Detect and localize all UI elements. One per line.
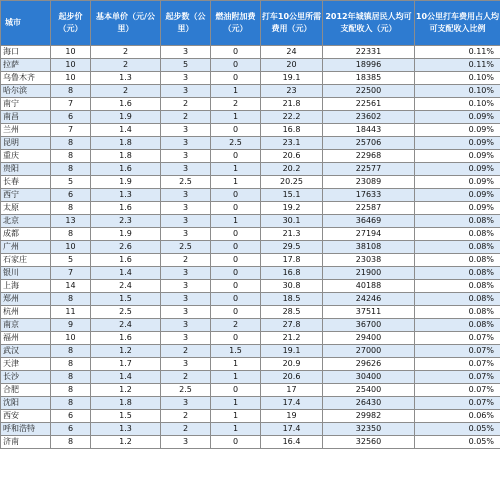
cell-disposable-income: 22968	[323, 150, 415, 163]
cell-start-distance: 2.5	[161, 384, 211, 397]
cell-disposable-income: 22500	[323, 85, 415, 98]
cell-10km-cost: 30.8	[261, 280, 323, 293]
cell-cost-ratio: 0.10%	[415, 85, 500, 98]
table-row	[1, 72, 500, 85]
cell-start-distance: 3	[161, 163, 211, 176]
cell-start-price: 8	[51, 293, 91, 306]
cell-city: 郑州	[1, 293, 51, 306]
cell-10km-cost: 19.1	[261, 72, 323, 85]
header-row	[1, 1, 500, 46]
cell-start-price: 5	[51, 254, 91, 267]
cell-cost-ratio: 0.08%	[415, 280, 500, 293]
cell-cost-ratio: 0.09%	[415, 163, 500, 176]
col-header-unit-price: 基本单价（元/公里）	[91, 1, 161, 46]
cell-start-price: 8	[51, 163, 91, 176]
cell-unit-price: 1.2	[91, 384, 161, 397]
cell-10km-cost: 20.6	[261, 150, 323, 163]
cell-city: 哈尔滨	[1, 85, 51, 98]
cell-unit-price: 1.3	[91, 72, 161, 85]
cell-start-price: 13	[51, 215, 91, 228]
cell-unit-price: 1.9	[91, 111, 161, 124]
cell-10km-cost: 19	[261, 410, 323, 423]
cell-start-distance: 3	[161, 358, 211, 371]
cell-10km-cost: 19.1	[261, 345, 323, 358]
table-row	[1, 228, 500, 241]
cell-start-distance: 3	[161, 72, 211, 85]
cell-disposable-income: 24246	[323, 293, 415, 306]
cell-cost-ratio: 0.07%	[415, 358, 500, 371]
table-row	[1, 436, 500, 449]
cell-disposable-income: 27000	[323, 345, 415, 358]
cell-city: 西安	[1, 410, 51, 423]
cell-10km-cost: 22.2	[261, 111, 323, 124]
cell-fuel-surcharge: 1	[211, 397, 261, 410]
table-row	[1, 306, 500, 319]
cell-fuel-surcharge: 1.5	[211, 345, 261, 358]
table-row	[1, 176, 500, 189]
cell-city: 杭州	[1, 306, 51, 319]
cell-unit-price: 1.5	[91, 410, 161, 423]
cell-unit-price: 1.5	[91, 293, 161, 306]
cell-cost-ratio: 0.10%	[415, 98, 500, 111]
cell-unit-price: 1.6	[91, 332, 161, 345]
cell-10km-cost: 27.8	[261, 319, 323, 332]
cell-start-distance: 2	[161, 410, 211, 423]
cell-fuel-surcharge: 0	[211, 46, 261, 59]
cell-10km-cost: 20.6	[261, 371, 323, 384]
cell-start-distance: 2.5	[161, 241, 211, 254]
cell-fuel-surcharge: 0	[211, 189, 261, 202]
cell-fuel-surcharge: 2	[211, 319, 261, 332]
cell-cost-ratio: 0.08%	[415, 319, 500, 332]
table-row	[1, 202, 500, 215]
cell-start-price: 6	[51, 111, 91, 124]
cell-cost-ratio: 0.09%	[415, 124, 500, 137]
cell-unit-price: 1.6	[91, 163, 161, 176]
cell-fuel-surcharge: 1	[211, 163, 261, 176]
cell-fuel-surcharge: 0	[211, 72, 261, 85]
cell-city: 上海	[1, 280, 51, 293]
cell-unit-price: 2.5	[91, 306, 161, 319]
cell-disposable-income: 32350	[323, 423, 415, 436]
cell-fuel-surcharge: 1	[211, 111, 261, 124]
cell-unit-price: 1.3	[91, 189, 161, 202]
cell-fuel-surcharge: 0	[211, 202, 261, 215]
cell-10km-cost: 23.1	[261, 137, 323, 150]
cell-fuel-surcharge: 1	[211, 423, 261, 436]
cell-start-price: 8	[51, 85, 91, 98]
cell-city: 石家庄	[1, 254, 51, 267]
cell-city: 南宁	[1, 98, 51, 111]
cell-10km-cost: 17.4	[261, 423, 323, 436]
cell-fuel-surcharge: 0	[211, 59, 261, 72]
table-row	[1, 111, 500, 124]
cell-disposable-income: 23089	[323, 176, 415, 189]
cell-city: 成都	[1, 228, 51, 241]
table-row	[1, 267, 500, 280]
cell-start-price: 8	[51, 202, 91, 215]
cell-fuel-surcharge: 0	[211, 306, 261, 319]
cell-cost-ratio: 0.08%	[415, 228, 500, 241]
cell-city: 昆明	[1, 137, 51, 150]
cell-cost-ratio: 0.08%	[415, 267, 500, 280]
cell-unit-price: 1.4	[91, 371, 161, 384]
cell-start-distance: 2	[161, 345, 211, 358]
cell-10km-cost: 20	[261, 59, 323, 72]
table-row	[1, 137, 500, 150]
cell-start-distance: 2	[161, 111, 211, 124]
cell-start-price: 10	[51, 59, 91, 72]
cell-disposable-income: 32560	[323, 436, 415, 449]
table-row	[1, 293, 500, 306]
cell-disposable-income: 25706	[323, 137, 415, 150]
cell-10km-cost: 16.8	[261, 267, 323, 280]
cell-start-price: 14	[51, 280, 91, 293]
cell-disposable-income: 23038	[323, 254, 415, 267]
cell-unit-price: 2.4	[91, 319, 161, 332]
cell-disposable-income: 18385	[323, 72, 415, 85]
cell-10km-cost: 29.5	[261, 241, 323, 254]
cell-start-distance: 3	[161, 332, 211, 345]
cell-city: 沈阳	[1, 397, 51, 410]
cell-10km-cost: 17	[261, 384, 323, 397]
cell-10km-cost: 30.1	[261, 215, 323, 228]
cell-city: 贵阳	[1, 163, 51, 176]
cell-unit-price: 1.4	[91, 124, 161, 137]
cell-city: 西宁	[1, 189, 51, 202]
col-header-disposable-income: 2012年城镇居民人均可支配收入（元）	[323, 1, 415, 46]
cell-unit-price: 1.2	[91, 345, 161, 358]
cell-disposable-income: 36469	[323, 215, 415, 228]
cell-fuel-surcharge: 0	[211, 436, 261, 449]
cell-10km-cost: 17.4	[261, 397, 323, 410]
cell-city: 广州	[1, 241, 51, 254]
cell-start-distance: 2	[161, 254, 211, 267]
cell-disposable-income: 30400	[323, 371, 415, 384]
cell-disposable-income: 40188	[323, 280, 415, 293]
cell-city: 长春	[1, 176, 51, 189]
cell-fuel-surcharge: 2.5	[211, 137, 261, 150]
cell-unit-price: 1.7	[91, 358, 161, 371]
col-header-fuel-surcharge: 燃油附加费（元）	[211, 1, 261, 46]
cell-disposable-income: 22331	[323, 46, 415, 59]
cell-fuel-surcharge: 1	[211, 85, 261, 98]
cell-disposable-income: 26430	[323, 397, 415, 410]
cell-start-price: 8	[51, 150, 91, 163]
cell-start-price: 5	[51, 176, 91, 189]
cell-start-price: 8	[51, 384, 91, 397]
cell-disposable-income: 22561	[323, 98, 415, 111]
cell-fuel-surcharge: 1	[211, 358, 261, 371]
cell-disposable-income: 21900	[323, 267, 415, 280]
col-header-city: 城市	[1, 1, 51, 46]
cell-start-price: 7	[51, 267, 91, 280]
table-row	[1, 280, 500, 293]
table-row	[1, 384, 500, 397]
cell-cost-ratio: 0.08%	[415, 306, 500, 319]
cell-cost-ratio: 0.09%	[415, 137, 500, 150]
cell-start-distance: 2.5	[161, 176, 211, 189]
cell-city: 呼和浩特	[1, 423, 51, 436]
cell-disposable-income: 23602	[323, 111, 415, 124]
cell-10km-cost: 17.8	[261, 254, 323, 267]
cell-fuel-surcharge: 0	[211, 267, 261, 280]
cell-start-price: 6	[51, 189, 91, 202]
cell-cost-ratio: 0.07%	[415, 332, 500, 345]
cell-10km-cost: 20.9	[261, 358, 323, 371]
cell-start-distance: 3	[161, 436, 211, 449]
cell-fuel-surcharge: 0	[211, 228, 261, 241]
table-row	[1, 163, 500, 176]
cell-disposable-income: 22577	[323, 163, 415, 176]
cell-fuel-surcharge: 0	[211, 254, 261, 267]
cell-unit-price: 2	[91, 59, 161, 72]
cell-cost-ratio: 0.07%	[415, 371, 500, 384]
cell-unit-price: 1.6	[91, 254, 161, 267]
cell-fuel-surcharge: 0	[211, 293, 261, 306]
cell-start-distance: 3	[161, 228, 211, 241]
cell-cost-ratio: 0.11%	[415, 46, 500, 59]
cell-10km-cost: 16.8	[261, 124, 323, 137]
cell-unit-price: 1.6	[91, 202, 161, 215]
cell-start-price: 8	[51, 345, 91, 358]
cell-start-price: 10	[51, 332, 91, 345]
cell-10km-cost: 20.25	[261, 176, 323, 189]
cell-fuel-surcharge: 0	[211, 332, 261, 345]
cell-cost-ratio: 0.05%	[415, 436, 500, 449]
cell-10km-cost: 21.3	[261, 228, 323, 241]
cell-fuel-surcharge: 1	[211, 215, 261, 228]
cell-start-distance: 3	[161, 306, 211, 319]
table-row	[1, 371, 500, 384]
cell-unit-price: 1.6	[91, 98, 161, 111]
cell-10km-cost: 21.2	[261, 332, 323, 345]
cell-disposable-income: 29982	[323, 410, 415, 423]
cell-start-distance: 3	[161, 124, 211, 137]
cell-cost-ratio: 0.09%	[415, 111, 500, 124]
cell-disposable-income: 17633	[323, 189, 415, 202]
cell-city: 海口	[1, 46, 51, 59]
cell-10km-cost: 16.4	[261, 436, 323, 449]
cell-city: 北京	[1, 215, 51, 228]
cell-fuel-surcharge: 0	[211, 150, 261, 163]
table-row	[1, 345, 500, 358]
table-row	[1, 46, 500, 59]
cell-unit-price: 2	[91, 46, 161, 59]
cell-disposable-income: 29400	[323, 332, 415, 345]
cell-start-price: 11	[51, 306, 91, 319]
table-row	[1, 397, 500, 410]
cell-start-distance: 2	[161, 98, 211, 111]
cell-start-price: 6	[51, 423, 91, 436]
cell-start-distance: 3	[161, 189, 211, 202]
cell-city: 南京	[1, 319, 51, 332]
cell-10km-cost: 21.8	[261, 98, 323, 111]
col-header-10km-cost: 打车10公里所需费用（元）	[261, 1, 323, 46]
cell-city: 福州	[1, 332, 51, 345]
cell-cost-ratio: 0.07%	[415, 345, 500, 358]
cell-cost-ratio: 0.06%	[415, 410, 500, 423]
cell-10km-cost: 19.2	[261, 202, 323, 215]
cell-unit-price: 2	[91, 85, 161, 98]
cell-city: 武汉	[1, 345, 51, 358]
cell-city: 重庆	[1, 150, 51, 163]
cell-unit-price: 1.8	[91, 397, 161, 410]
cell-start-distance: 3	[161, 215, 211, 228]
cell-disposable-income: 37511	[323, 306, 415, 319]
cell-cost-ratio: 0.11%	[415, 59, 500, 72]
cell-disposable-income: 38108	[323, 241, 415, 254]
cell-disposable-income: 18996	[323, 59, 415, 72]
cell-city: 太原	[1, 202, 51, 215]
cell-unit-price: 1.8	[91, 137, 161, 150]
cell-start-distance: 3	[161, 293, 211, 306]
cell-fuel-surcharge: 0	[211, 124, 261, 137]
cell-unit-price: 2.6	[91, 241, 161, 254]
cell-city: 济南	[1, 436, 51, 449]
cell-city: 长沙	[1, 371, 51, 384]
table-row	[1, 150, 500, 163]
cell-cost-ratio: 0.07%	[415, 384, 500, 397]
cell-start-distance: 3	[161, 267, 211, 280]
cell-start-price: 7	[51, 98, 91, 111]
cell-unit-price: 1.3	[91, 423, 161, 436]
cell-start-price: 9	[51, 319, 91, 332]
cell-start-price: 8	[51, 228, 91, 241]
cell-unit-price: 2.4	[91, 280, 161, 293]
cell-disposable-income: 27194	[323, 228, 415, 241]
table-row	[1, 319, 500, 332]
cell-city: 兰州	[1, 124, 51, 137]
cell-start-distance: 3	[161, 137, 211, 150]
cell-start-distance: 2	[161, 371, 211, 384]
cell-unit-price: 1.8	[91, 150, 161, 163]
cell-fuel-surcharge: 1	[211, 410, 261, 423]
cell-unit-price: 1.2	[91, 436, 161, 449]
cell-start-price: 10	[51, 46, 91, 59]
cell-cost-ratio: 0.09%	[415, 150, 500, 163]
table-row	[1, 358, 500, 371]
table-row	[1, 332, 500, 345]
cell-cost-ratio: 0.08%	[415, 293, 500, 306]
cell-start-distance: 3	[161, 46, 211, 59]
cell-cost-ratio: 0.08%	[415, 241, 500, 254]
cell-city: 南昌	[1, 111, 51, 124]
cell-start-price: 8	[51, 137, 91, 150]
cell-unit-price: 1.9	[91, 228, 161, 241]
table-row	[1, 124, 500, 137]
cell-cost-ratio: 0.08%	[415, 254, 500, 267]
col-header-start-distance: 起步数（公里）	[161, 1, 211, 46]
cell-start-price: 8	[51, 436, 91, 449]
table-row	[1, 98, 500, 111]
cell-cost-ratio: 0.08%	[415, 215, 500, 228]
cell-disposable-income: 36700	[323, 319, 415, 332]
cell-city: 合肥	[1, 384, 51, 397]
cell-city: 银川	[1, 267, 51, 280]
cell-10km-cost: 18.5	[261, 293, 323, 306]
cell-start-distance: 2	[161, 423, 211, 436]
table-row	[1, 215, 500, 228]
cell-start-price: 8	[51, 358, 91, 371]
cell-cost-ratio: 0.10%	[415, 72, 500, 85]
cell-fuel-surcharge: 1	[211, 176, 261, 189]
cell-start-price: 7	[51, 124, 91, 137]
cell-start-distance: 3	[161, 85, 211, 98]
cell-city: 拉萨	[1, 59, 51, 72]
cell-10km-cost: 15.1	[261, 189, 323, 202]
table-row	[1, 410, 500, 423]
cell-10km-cost: 23	[261, 85, 323, 98]
cell-start-price: 10	[51, 241, 91, 254]
table-body	[1, 46, 500, 449]
cell-10km-cost: 28.5	[261, 306, 323, 319]
cell-start-distance: 3	[161, 202, 211, 215]
cell-cost-ratio: 0.09%	[415, 189, 500, 202]
cell-city: 乌鲁木齐	[1, 72, 51, 85]
cell-disposable-income: 22587	[323, 202, 415, 215]
table-row	[1, 189, 500, 202]
cell-fuel-surcharge: 0	[211, 384, 261, 397]
col-header-start-price: 起步价（元）	[51, 1, 91, 46]
cell-start-price: 8	[51, 397, 91, 410]
cell-start-price: 8	[51, 371, 91, 384]
cell-cost-ratio: 0.09%	[415, 202, 500, 215]
cell-start-price: 10	[51, 72, 91, 85]
cell-fuel-surcharge: 1	[211, 371, 261, 384]
cell-unit-price: 2.3	[91, 215, 161, 228]
cell-unit-price: 1.4	[91, 267, 161, 280]
cell-start-price: 6	[51, 410, 91, 423]
table-row	[1, 254, 500, 267]
table-row	[1, 423, 500, 436]
cell-start-distance: 5	[161, 59, 211, 72]
cell-fuel-surcharge: 0	[211, 280, 261, 293]
cell-start-distance: 3	[161, 319, 211, 332]
cell-disposable-income: 18443	[323, 124, 415, 137]
cell-fuel-surcharge: 0	[211, 241, 261, 254]
table-header	[1, 1, 500, 46]
cell-10km-cost: 24	[261, 46, 323, 59]
cell-10km-cost: 20.2	[261, 163, 323, 176]
table-row	[1, 241, 500, 254]
cell-unit-price: 1.9	[91, 176, 161, 189]
col-header-cost-ratio: 10公里打车费用占人均可支配收入比例	[415, 1, 500, 46]
cell-fuel-surcharge: 2	[211, 98, 261, 111]
cell-cost-ratio: 0.09%	[415, 176, 500, 189]
table-row	[1, 59, 500, 72]
cell-start-distance: 3	[161, 150, 211, 163]
cell-city: 天津	[1, 358, 51, 371]
table-row	[1, 85, 500, 98]
cell-disposable-income: 25400	[323, 384, 415, 397]
cell-disposable-income: 29626	[323, 358, 415, 371]
cell-cost-ratio: 0.07%	[415, 397, 500, 410]
cell-start-distance: 3	[161, 397, 211, 410]
cell-start-distance: 3	[161, 280, 211, 293]
cell-cost-ratio: 0.05%	[415, 423, 500, 436]
